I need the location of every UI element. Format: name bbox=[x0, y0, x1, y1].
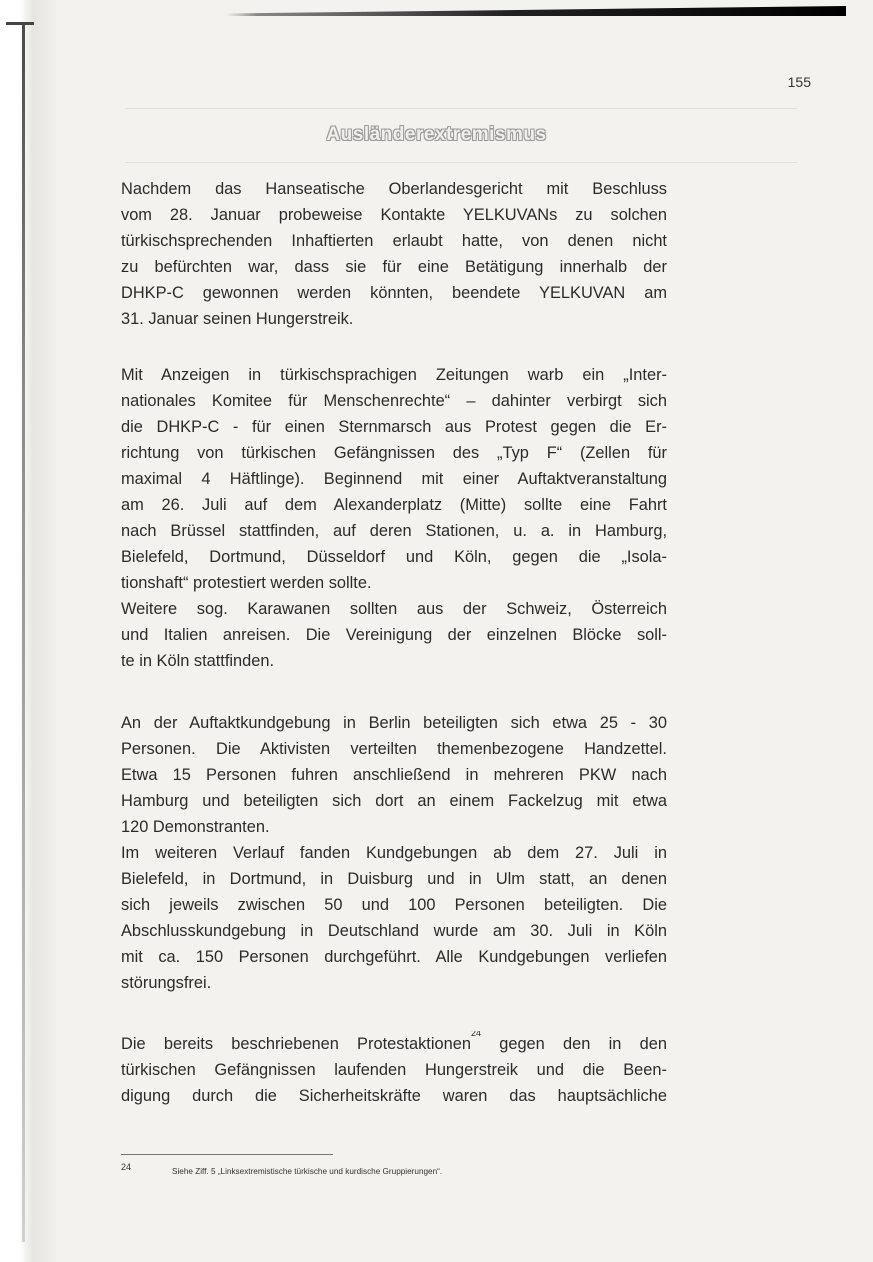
text-line: am 26. Juli auf dem Alexanderplatz (Mitte) sollte eine Fahrt bbox=[121, 496, 667, 514]
text-line: Hamburg und beteiligten sich dort an einem Fackelzug mit etwa bbox=[121, 792, 667, 810]
header-rule-bottom bbox=[125, 162, 797, 163]
text-line: tionshaft“ protestiert werden sollte. bbox=[121, 574, 372, 592]
footnote-reference[interactable]: 24 bbox=[470, 1031, 481, 1038]
text-line: Abschlusskundgebung in Deutschland wurde am 30. Juli in Köln bbox=[121, 922, 667, 940]
text-segment: Die bereits beschriebenen Protestaktionen bbox=[121, 1035, 471, 1053]
text-line: türkischsprechenden Inhaftierten erlaubt hatte, von denen nicht bbox=[121, 232, 667, 250]
text-line: zu befürchten war, dass sie für eine Betätigung innerhalb der bbox=[121, 258, 667, 276]
section-title: Ausländerextremismus bbox=[326, 124, 547, 145]
text-line: störungsfrei. bbox=[121, 974, 212, 992]
text-line: sich jeweils zwischen 50 und 100 Personen beteiligten. Die bbox=[121, 896, 667, 914]
footnote-text: Siehe Ziff. 5 „Linksextremistische türkische und kurdische Gruppierungen“. bbox=[172, 1167, 443, 1176]
header-rule-top bbox=[125, 108, 797, 109]
text-line: Bielefeld, Dortmund, Düsseldorf und Köln, gegen die „Isola- bbox=[121, 548, 667, 566]
text-line: Etwa 15 Personen fuhren anschließend in mehreren PKW nach bbox=[121, 766, 667, 784]
page-number: 155 bbox=[787, 74, 811, 90]
text-line: An der Auftaktkundgebung in Berlin beteiligten sich etwa 25 - 30 bbox=[121, 714, 667, 732]
text-line: 120 Demonstranten. bbox=[121, 818, 270, 836]
text-line: Nachdem das Hanseatische Oberlandesgericht mit Beschluss bbox=[121, 180, 667, 198]
text-line: digung durch die Sicherheitskräfte waren das hauptsächliche bbox=[121, 1087, 667, 1105]
text-line: Personen. Die Aktivisten verteilten themenbezogene Handzettel. bbox=[121, 740, 667, 758]
text-line: DHKP-C gewonnen werden könnten, beendete YELKUVAN am bbox=[121, 284, 667, 302]
binding-edge-line bbox=[22, 22, 25, 1242]
paragraph-1 bbox=[121, 176, 667, 332]
text-line: Mit Anzeigen in türkischsprachigen Zeitungen warb ein „Inter- bbox=[121, 366, 667, 384]
paragraph-2 bbox=[121, 362, 667, 674]
text-line: türkischen Gefängnissen laufenden Hungerstreik und die Been- bbox=[121, 1061, 667, 1079]
text-line: nationales Komitee für Menschenrechte“ – dahinter verbirgt sich bbox=[121, 392, 667, 410]
text-line: nach Brüssel stattfinden, auf deren Stationen, u. a. in Hamburg, bbox=[121, 522, 667, 540]
text-line: Im weiteren Verlauf fanden Kundgebungen ab dem 27. Juli in bbox=[121, 844, 667, 862]
text-line: maximal 4 Häftlinge). Beginnend mit einer Auftaktveranstaltung bbox=[121, 470, 667, 488]
text-line: richtung von türkischen Gefängnissen des „Typ F“ (Zellen für bbox=[121, 444, 667, 462]
paragraph-3 bbox=[121, 710, 667, 996]
corner-mark bbox=[6, 22, 34, 25]
top-scan-rule bbox=[226, 6, 846, 16]
text-line: Weitere sog. Karawanen sollten aus der Schweiz, Österreich bbox=[121, 600, 667, 618]
text-line: und Italien anreisen. Die Vereinigung der einzelnen Blöcke soll- bbox=[121, 626, 667, 644]
text-line: te in Köln stattfinden. bbox=[121, 652, 275, 670]
footnote-number: 24 bbox=[121, 1162, 132, 1172]
text-line: Bielefeld, in Dortmund, in Duisburg und in Ulm statt, an denen bbox=[121, 870, 667, 888]
text-line: 31. Januar seinen Hungerstreik. bbox=[121, 310, 354, 328]
text-segment: gegen den in den bbox=[480, 1035, 667, 1053]
paragraph-4 bbox=[121, 1031, 667, 1109]
text-line: mit ca. 150 Personen durchgeführt. Alle Kundgebungen verliefen bbox=[121, 948, 667, 966]
book-spine-shadow bbox=[0, 0, 60, 1262]
text-line: die DHKP-C - für einen Sternmarsch aus Protest gegen die Er- bbox=[121, 418, 667, 436]
footnote-separator bbox=[121, 1154, 333, 1155]
text-line-with-footnote bbox=[121, 1031, 667, 1057]
text-line: vom 28. Januar probeweise Kontakte YELKUVANs zu solchen bbox=[121, 206, 667, 224]
